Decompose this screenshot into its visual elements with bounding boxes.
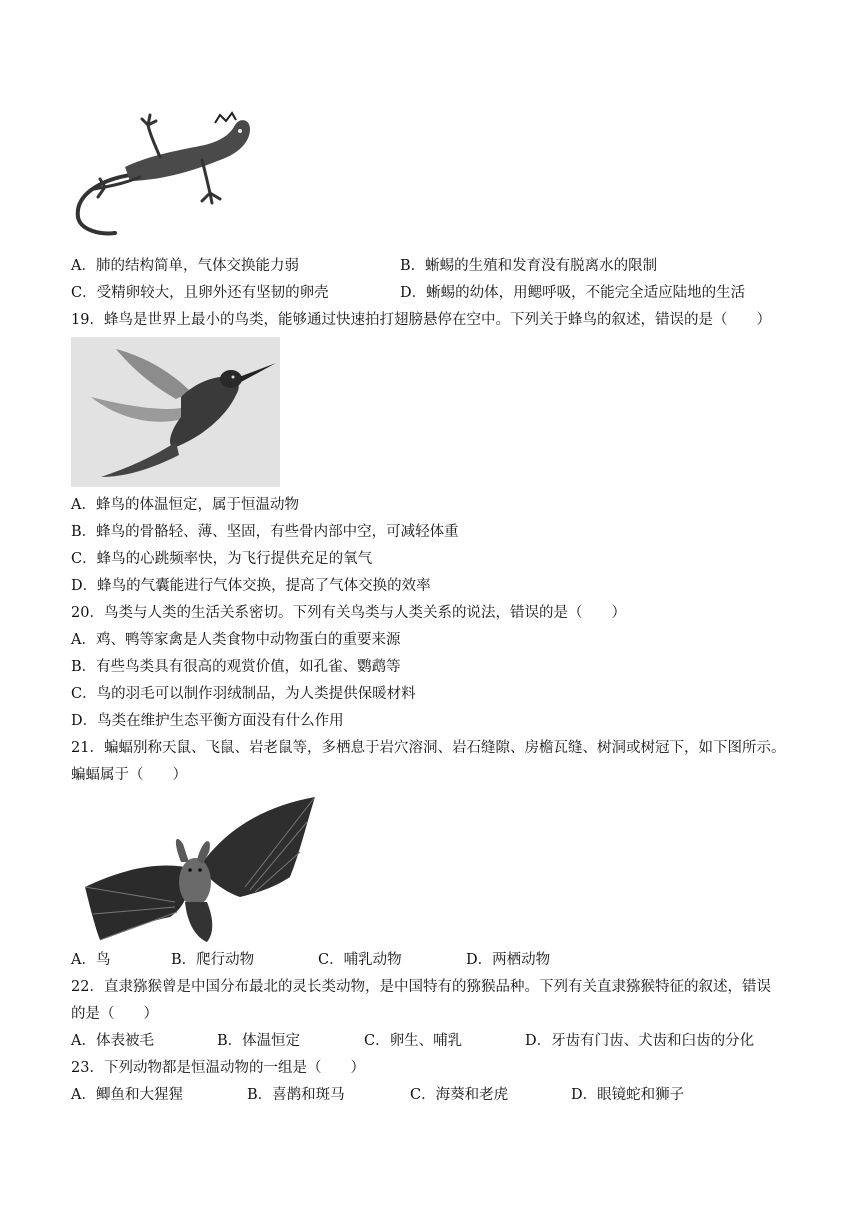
q19-option-d: D．蜂鸟的气囊能进行气体交换，提高了气体交换的效率 [71,578,431,594]
lizard-figure [70,105,255,240]
q20-stem: 20．鸟类与人类的生活关系密切。下列有关鸟类与人类关系的说法，错误的是（ ） [71,605,626,621]
q21-option-d: D．两栖动物 [466,952,551,968]
q19-stem: 19．蜂鸟是世界上最小的鸟类，能够通过快速拍打翅膀悬停在空中。下列关于蜂鸟的叙述，错误的是（ ） [71,312,771,328]
q22-stem-line2: 的是（ ） [71,1006,158,1022]
q22-stem-line1: 22．直隶猕猴曾是中国分布最北的灵长类动物，是中国特有的猕猴品种。下列有关直隶猕猴特征的叙述，错误 [71,979,771,995]
q22-option-a: A．体表被毛 [71,1033,154,1049]
q18-option-d: D．蜥蜴的幼体，用鳃呼吸，不能完全适应陆地的生活 [400,285,746,301]
q23-option-b: B．喜鹊和斑马 [247,1087,345,1103]
q20-option-d: D．鸟类在维护生态平衡方面没有什么作用 [71,713,344,729]
bat-figure [75,792,320,942]
hummingbird-figure [71,337,280,487]
q18-option-b: B．蜥蜴的生殖和发育没有脱离水的限制 [400,258,658,274]
q23-stem: 23．下列动物都是恒温动物的一组是（ ） [71,1060,365,1076]
q23-option-a: A．鲫鱼和大猩猩 [71,1087,183,1103]
q19-option-a: A．蜂鸟的体温恒定，属于恒温动物 [71,497,299,513]
q22-option-b: B．体温恒定 [217,1033,301,1049]
q21-option-b: B．爬行动物 [171,952,255,968]
q20-option-c: C．鸟的羽毛可以制作羽绒制品，为人类提供保暖材料 [71,686,416,702]
q21-stem-line1: 21．蝙蝠别称天鼠、飞鼠、岩老鼠等，多栖息于岩穴溶洞、岩石缝隙、房檐瓦缝、树洞或树冠下，如下图所示。 [71,740,786,756]
q23-option-c: C．海葵和老虎 [410,1087,509,1103]
q23-option-d: D．眼镜蛇和狮子 [571,1087,685,1103]
q19-option-b: B．蜂鸟的骨骼轻、薄、坚固，有些骨内部中空，可减轻体重 [71,524,459,540]
q21-option-c: C．哺乳动物 [318,952,402,968]
q19-option-c: C．蜂鸟的心跳频率快，为飞行提供充足的氧气 [71,551,373,567]
q21-option-a: A．鸟 [71,952,111,968]
q18-option-a: A．肺的结构简单，气体交换能力弱 [71,258,299,274]
q20-option-b: B．有些鸟类具有很高的观赏价值，如孔雀、鹦鹉等 [71,659,401,675]
q22-option-d: D．牙齿有门齿、犬齿和臼齿的分化 [525,1033,755,1049]
q20-option-a: A．鸡、鸭等家禽是人类食物中动物蛋白的重要来源 [71,632,401,648]
q22-option-c: C．卵生、哺乳 [364,1033,463,1049]
q18-option-c: C．受精卵较大，且卵外还有坚韧的卵壳 [71,285,329,301]
q21-stem-line2: 蝙蝠属于（ ） [71,767,187,783]
